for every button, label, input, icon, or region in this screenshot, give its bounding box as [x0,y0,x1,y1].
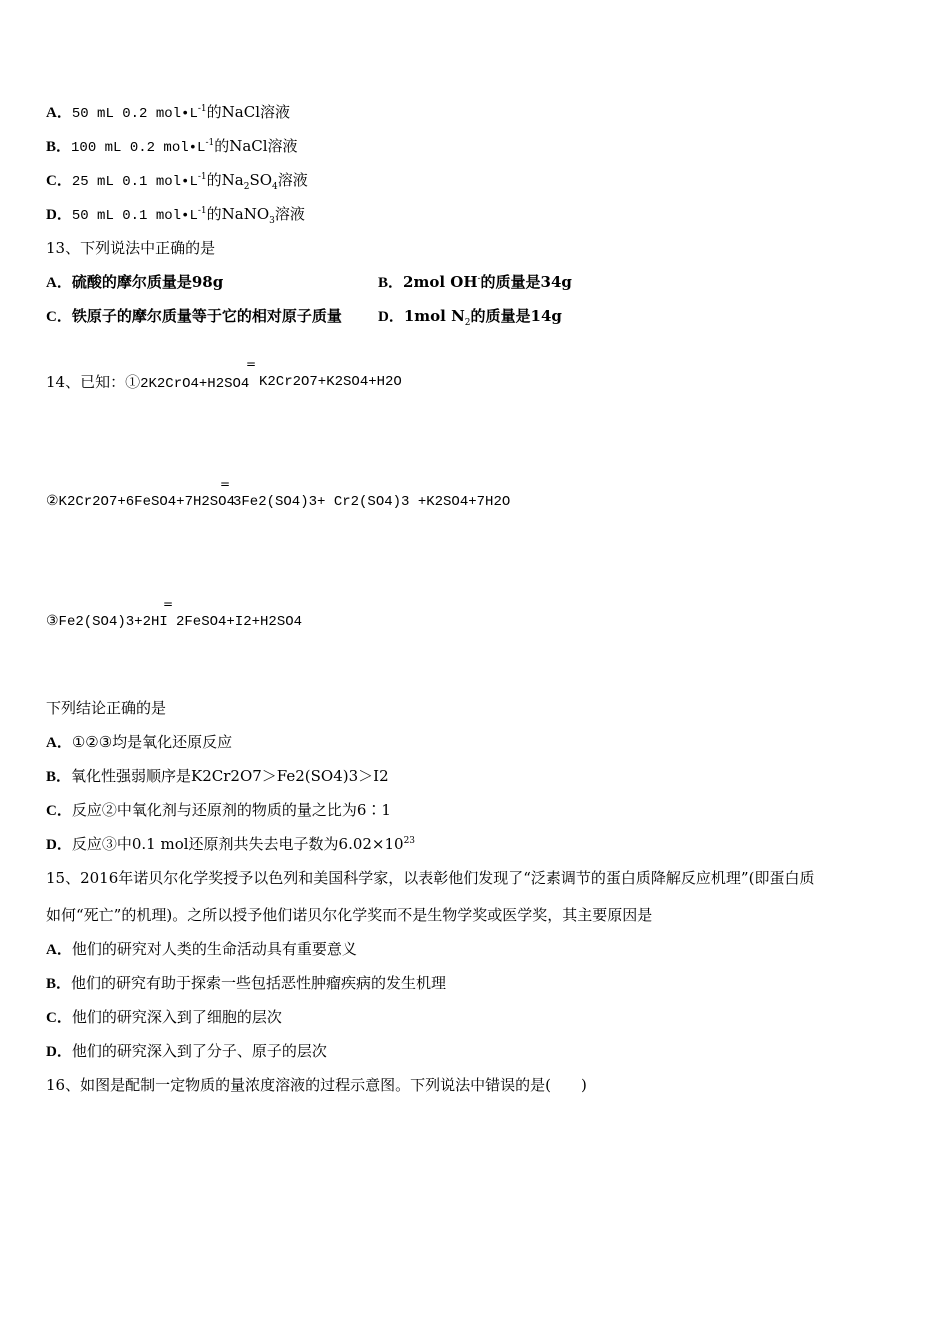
reaction-1-left: 2K2CrO4+H2SO4 [140,376,250,392]
q13-stem: 13、下列说法中正确的是 [46,239,216,257]
q12-option-a: A．50 mL 0.2 $mol•L^{-1}$的NaCl溶液 [46,103,290,122]
reaction-2-equals: = [220,477,231,491]
q15-option-d: D．他们的研究深入到了分子、原子的层次 [46,1042,327,1060]
reaction-3-equals: = [163,597,174,611]
q13-option-b: B．2mol OH-的质量是34g [378,273,572,291]
q14-option-d: D．反应③中0.1 mol还原剂共失去电子数为$6.02\times 10^{23}$ [46,835,416,853]
reaction-2-left: ②K2Cr2O7+6FeSO4+7H2SO4 [46,494,235,510]
q13-option-d: D．1mol $N_2$的质量是14g [378,307,562,328]
q15-stem-line1: 15、2016年诺贝尔化学奖授予以色列和美国科学家，以表彰他们发现了“泛素调节的蛋白质降解反应机理”(即蛋白质 [46,869,815,887]
reaction-1-equals: = [246,357,257,371]
q14-option-c: C．反应②中氧化剂与还原剂的物质的量之比为6∶1 [46,801,391,819]
reaction-3-right: 2FeSO4+I2+H2SO4 [176,614,303,630]
q14-stem: 14、已知：①2K2CrO4+H2SO4 [46,373,250,392]
q12-option-b: B．100 mL 0.2 $mol•L^{-1}$的NaCl溶液 [46,137,298,156]
q14-question: 下列结论正确的是 [46,699,167,717]
reaction-1-right: K2Cr2O7+K2SO4+H2O [259,374,402,390]
q12-option-d: D．50 mL 0.1 $mol•L^{-1}$的NaNO$_3$溶液 [46,205,305,226]
q14-option-b: B．氧化性强弱顺序是K2Cr2O7＞Fe2(SO4)3＞I2 [46,767,389,785]
reaction-3-left: ③Fe2(SO4)3+2HI [46,614,168,630]
q13-option-c: C．铁原子的摩尔质量等于它的相对原子质量 [46,307,342,325]
reaction-2-right: 3Fe2(SO4)3+ Cr2(SO4)3 +K2SO4+7H2O [233,494,511,510]
q15-option-c: C．他们的研究深入到了细胞的层次 [46,1008,282,1026]
q13-option-a: A．硫酸的摩尔质量是98g [46,273,224,291]
q15-option-a: A．他们的研究对人类的生命活动具有重要意义 [46,940,357,958]
q12-option-c: C．25 mL 0.1 $mol•L^{-1}$的$Na_2SO_4$溶液 [46,171,308,192]
q15-option-b: B．他们的研究有助于探索一些包括恶性肿瘤疾病的发生机理 [46,974,447,992]
q16-stem: 16、如图是配制一定物质的量浓度溶液的过程示意图。下列说法中错误的是( ) [46,1076,587,1094]
q14-option-a: A．①②③均是氧化还原反应 [46,733,233,751]
q15-stem-line2: 如何“死亡”的机理)。之所以授予他们诺贝尔化学奖而不是生物学奖或医学奖，其主要原因是 [46,906,653,924]
